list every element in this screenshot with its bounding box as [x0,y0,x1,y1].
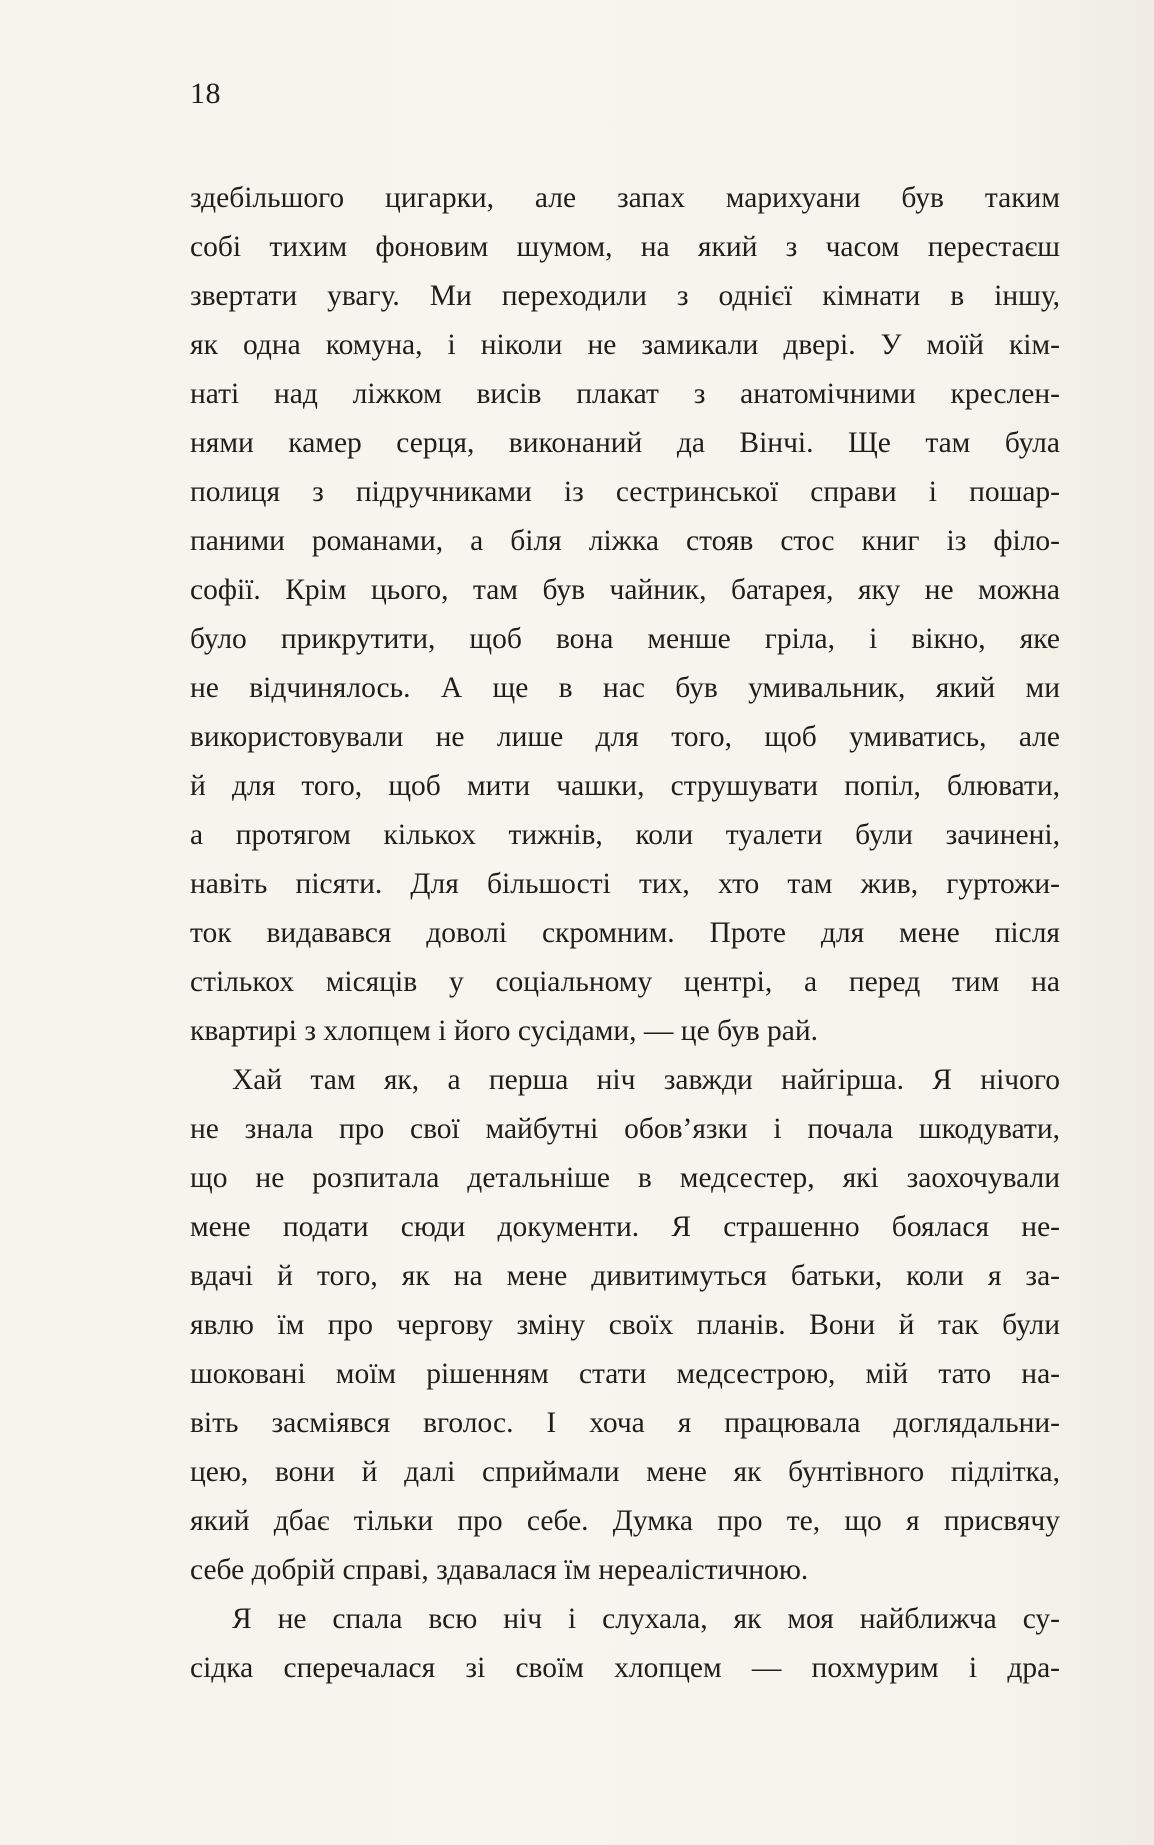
text-line: полиця з підручниками із сестринської справи і пошар- [190,476,1060,508]
text-line: що не розпитала детальніше в медсестер, які заохочували [190,1162,1060,1194]
text-line: здебільшого цигарки, але запах марихуани був таким [190,182,1060,214]
text-line: Я не спала всю ніч і слухала, як моя найближча су- [232,1603,1060,1635]
text-line: явлю їм про чергову зміну своїх планів. Вони й так були [190,1309,1060,1341]
paragraph [190,1595,1060,1693]
text-line: софії. Крім цього, там був чайник, батарея, яку не можна [190,574,1060,606]
text-line: стількох місяців у соціальному центрі, а перед тим на [190,966,1060,998]
text-line: шоковані моїм рішенням стати медсестрою, мій тато на- [190,1358,1060,1390]
text-line: паними романами, а біля ліжка стояв стос книг із філо- [190,525,1060,557]
text-line: віть засміявся вголос. І хоча я працювала доглядальни- [190,1407,1060,1439]
text-line: нями камер серця, виконаний да Вінчі. Ще там була [190,427,1060,459]
text-line: як одна комуна, і ніколи не замикали двері. У моїй кім- [190,329,1060,361]
text-line: ток видавався доволі скромним. Проте для мене після [190,917,1060,949]
text-line: собі тихим фоновим шумом, на який з часом перестаєш [190,231,1060,263]
text-line: себе добрій справі, здавалася їм нереалістичною. [190,1554,809,1586]
text-line: наті над ліжком висів плакат з анатомічними креслен- [190,378,1060,410]
text-line: вдачі й того, як на мене дивитимуться батьки, коли я за- [190,1260,1060,1292]
paragraph [190,1056,1060,1595]
paragraph [190,174,1060,1056]
text-line: було прикрутити, щоб вона менше гріла, і вікно, яке [190,623,1060,655]
text-line: Хай там як, а перша ніч завжди найгірша. Я нічого [232,1064,1060,1096]
text-line: квартирі з хлопцем і його сусідами, — це був рай. [190,1015,819,1047]
page-number: 18 [190,77,221,110]
text-line: навіть пісяти. Для більшості тих, хто там жив, гуртожи- [190,868,1060,900]
text-line: звертати увагу. Ми переходили з однієї кімнати в іншу, [190,280,1060,312]
text-line: не знала про свої майбутні обов’язки і почала шкодувати, [190,1113,1060,1145]
text-line: використовували не лише для того, щоб умиватись, але [190,721,1060,753]
body-text [190,174,1060,1693]
text-line: цею, вони й далі сприймали мене як бунтівного підлітка, [190,1456,1060,1488]
text-line: не відчинялось. А ще в нас був умивальник, який ми [190,672,1060,704]
text-line: мене подати сюди документи. Я страшенно боялася не- [190,1211,1060,1243]
text-line: а протягом кількох тижнів, коли туалети були зачинені, [190,819,1060,851]
text-line: сідка сперечалася зі своїм хлопцем — похмурим і дра- [190,1652,1060,1684]
text-line: який дбає тільки про себе. Думка про те, що я присвячу [190,1505,1060,1537]
text-line: й для того, щоб мити чашки, струшувати попіл, блювати, [190,770,1060,802]
